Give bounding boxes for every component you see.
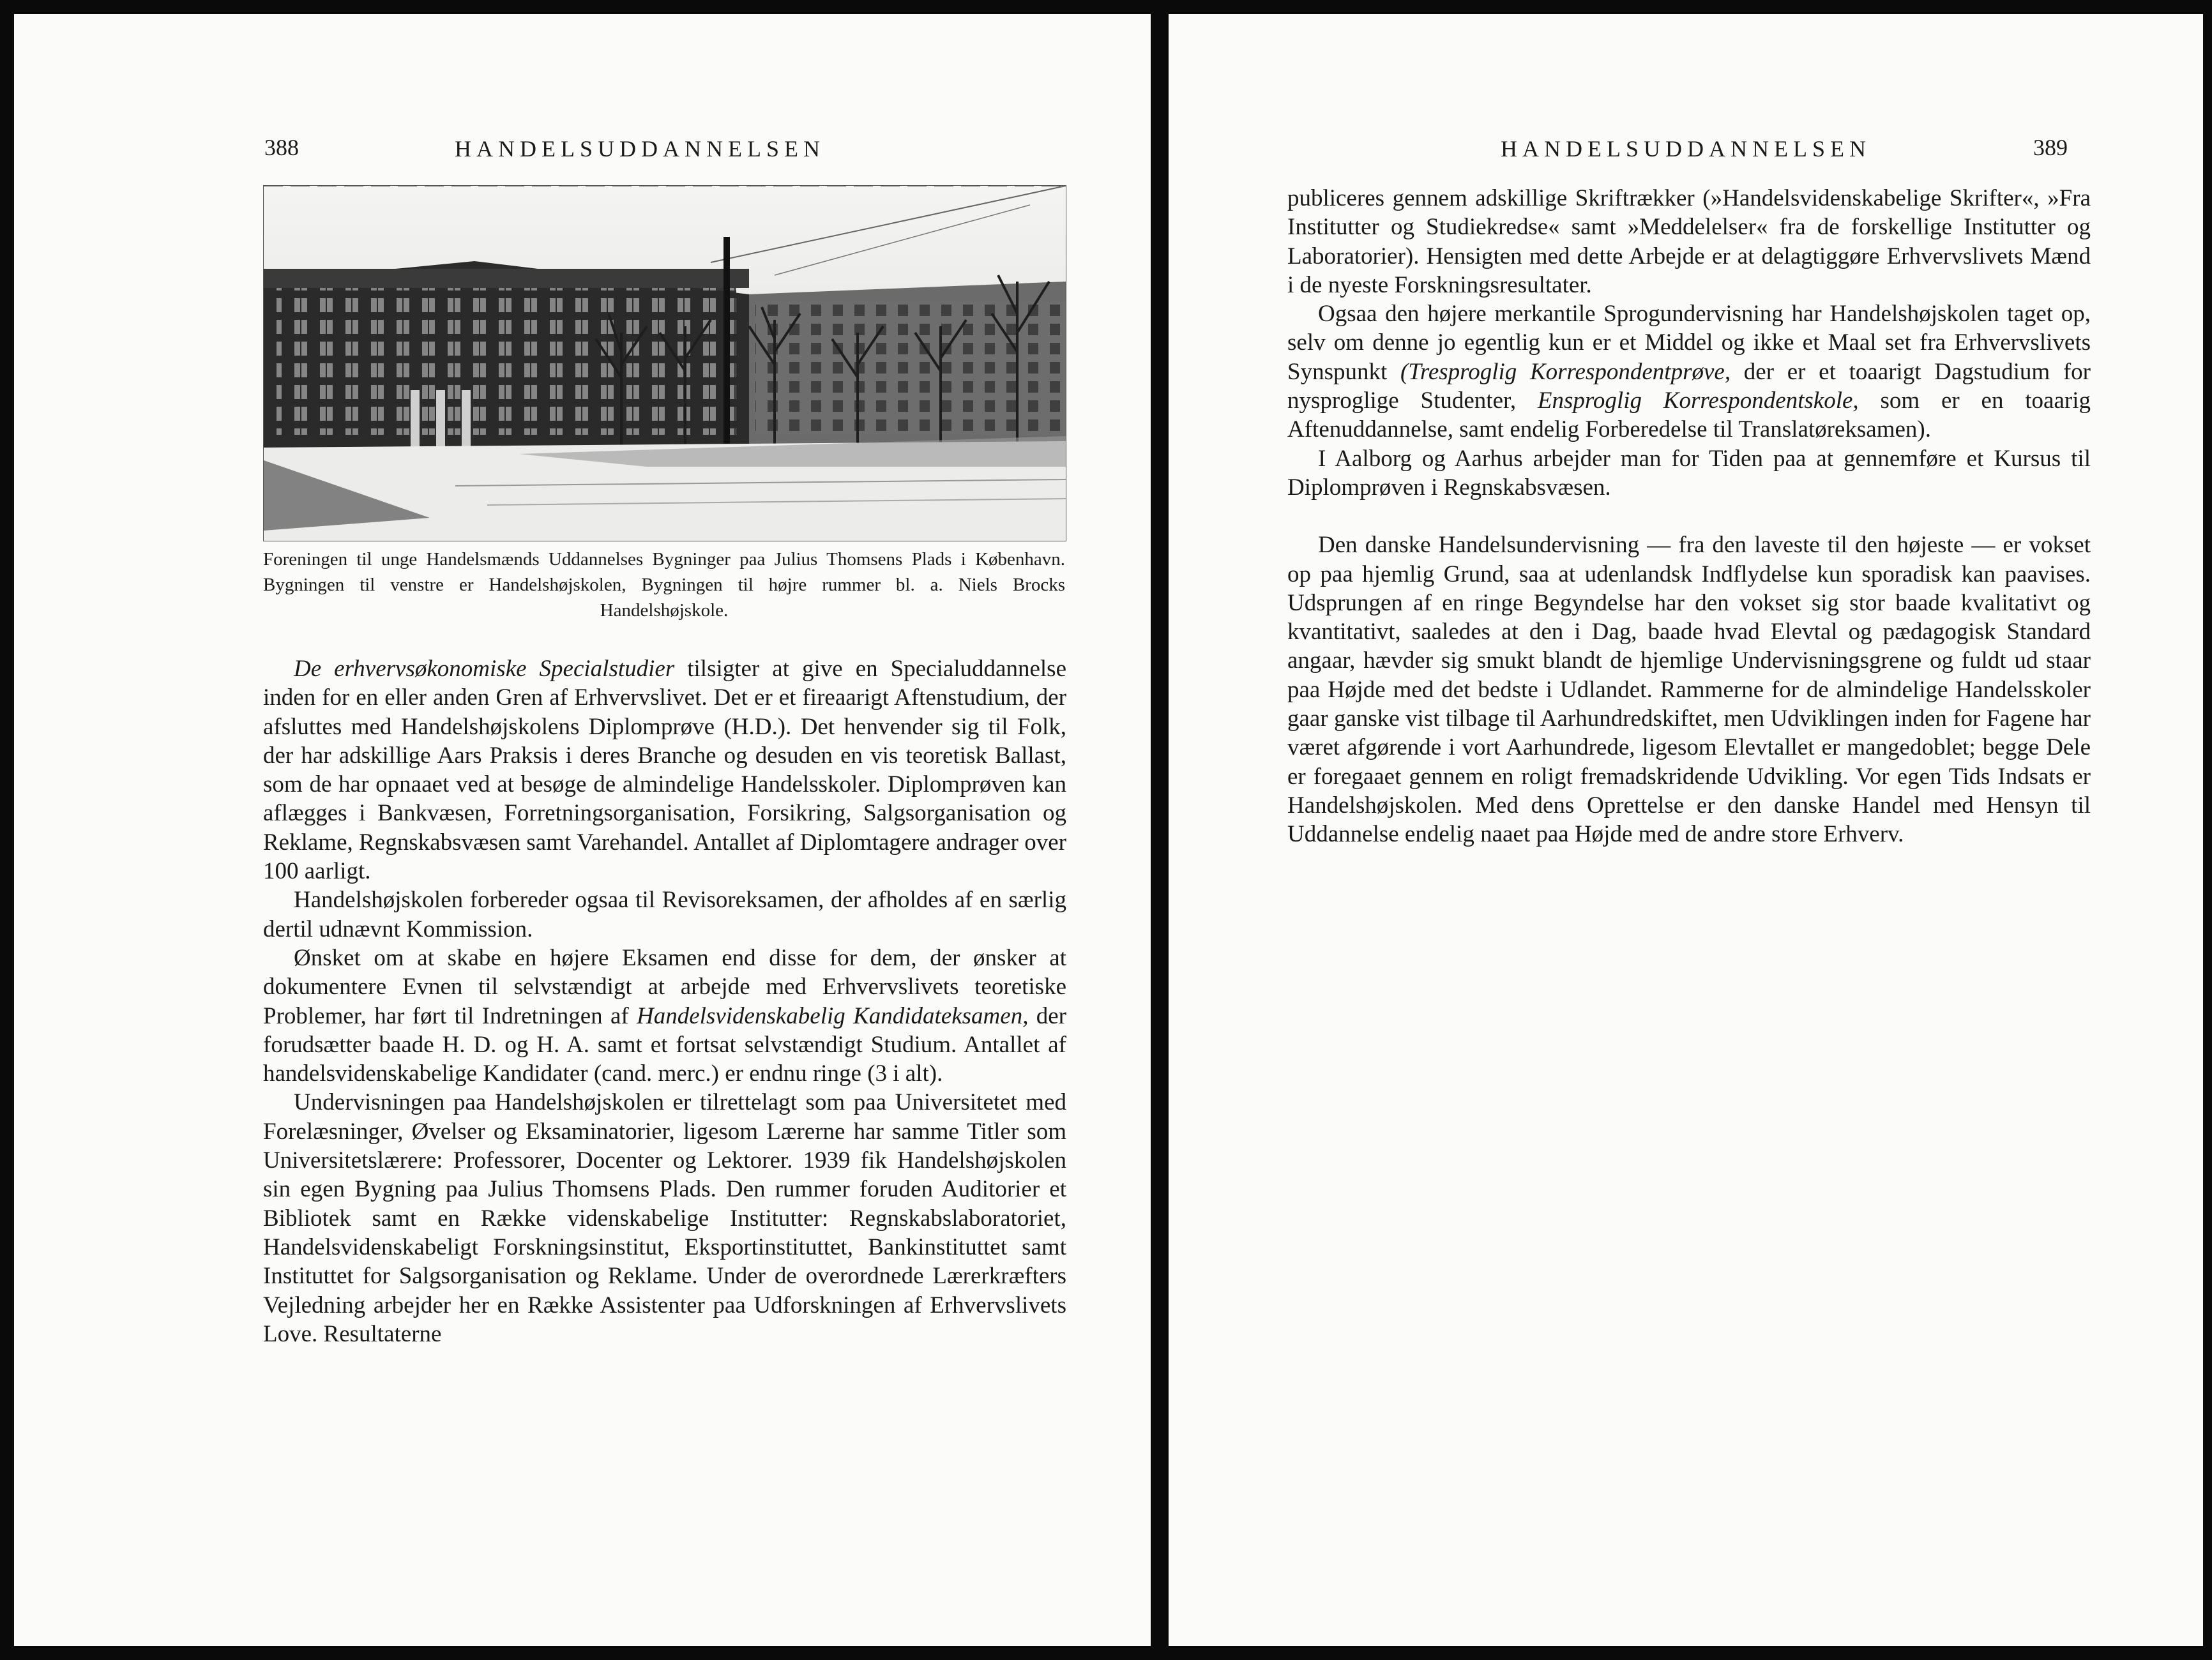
figure-caption: Foreningen til unge Handelsmænds Uddannelses Bygninger paa Julius Thomsens Plads i København. Bygningen til venstre er Handelshøjskolen, Bygningen til højre rummer bl. a. Niels Brocks Handelshøjskole. [263,549,1065,621]
paragraph-text: Ønsket om at skabe en højere Eksamen end disse for dem, der ønsker at dokumentere Evnen til selvstændigt at arbejde med Erhvervslivets teoretiske Problemer, har ført til Indretningen af [263,944,1066,1029]
paragraph: I Aalborg og Aarhus arbejder man for Tiden paa at gennemføre et Kursus til Diplomprøven i Regnskabsvæsen. [1287,445,2091,501]
page-number: 388 [264,135,299,160]
right-page [1169,14,2203,1646]
paragraph-text: der er et toaarigt Dagstudium for nysproglige Studenter, [1287,358,2091,414]
paragraph [263,944,1066,1088]
italic-term: Handelsvidenskabelig Kandidateksamen, [637,1002,1029,1029]
paragraph: publiceres gennem adskillige Skriftrækker (»Handelsvidenskabelige Skrifter«, »Fra Institutter og Studiekredse« samt »Meddelelser« fra de forskellige Institutter og Laboratorier). Hensigten med dette Arbejde er at delagtiggøre Erhvervslivets Mænd i de nyeste Forskningsresultater. [1287,185,2091,298]
paragraph: Den danske Handelsundervisning — fra den laveste til den højeste — er vokset op paa hjemlig Grund, saa at udenlandsk Indflydelse kun sporadisk kan paavises. Udsprungen af en ringe Begyndelse har den vokset sig stor baade kvalitativt og kvantitativt, saaledes at den i Dag, baade hvad Elevtal og pædagogisk Standard angaar, hævder sig smukt blandt de hjemlige Undervisningsgrene og fuldt ud staar paa Højde med det bedste i Udlandet. Rammerne for de almindelige Handelsskoler gaar ganske vist tilbage til Aarhundredskiftet, men Udviklingen inden for Fagene har været afgørende i vort Aarhundrede, ligesom Elevtallet er mangedoblet; begge Dele er foregaaet gennem en roligt fremadskridende Udvikling. Vor egen Tids Indsats er Handelshøjskolen. Med dens Oprettelse er den danske Handel med Hensyn til Uddannelse endelig naaet paa Højde med de andre store Erhverv. [1287,532,2091,848]
paragraph: Undervisningen paa Handelshøjskolen er tilrettelagt som paa Universitetet med Forelæsninger, Øvelser og Eksaminatorier, ligesom Lærerne har samme Titler som Universitetslærere: Professorer, Docenter og Lektorer. 1939 fik Handelshøjskolen sin egen Bygning paa Julius Thomsens Plads. Den rummer foruden Auditorier et Bibliotek samt en Række videnskabelige Institutter: Regnskabslaboratoriet, Handelsvidenskabeligt Forskningsinstitut, Eksportinstituttet, Bankinstituttet samt Instituttet for Salgsorganisation og Reklame. Under de overordnede Lærerkræfters Vejledning arbejder her en Række Assistenter paa Udforskningen af Erhvervslivets Love. Resultaterne [263,1089,1066,1347]
paragraph [263,654,1066,886]
running-head: HANDELSUDDANNELSEN [455,136,825,162]
left-body-text [263,654,1066,1348]
paragraph [1287,299,2091,444]
italic-term: De erhvervsøkonomiske Specialstudier [294,656,675,682]
right-body-text [1287,184,2091,849]
page-number: 389 [2033,135,2068,160]
paragraph-text: som er en toaarig Aftenuddannelse, samt endelig Forberedelse til Translatøreksamen). [1287,388,2091,443]
italic-term: Ensproglig Korrespondentskole, [1537,388,1859,414]
running-head: HANDELSUDDANNELSEN [1501,136,1871,162]
paragraph-text: tilsigter at give en Specialuddannelse inden for en eller anden Gren af Erhvervslivet. Det er et fireaarigt Aftenstudium, der afsluttes med Handelshøjskolens Diplomprøve (H.D.). Det henvender sig til Folk, der har adskillige Aars Praksis i deres Branche og desuden en vis teoretisk Ballast, som de har opnaaet ved at besøge de almindelige Handelsskoler. Diplomprøven kan aflægges i Bankvæsen, Forretningsorganisation, Forsikring, Salgsorganisation og Reklame, Regnskabsvæsen samt Varehandel. Antallet af Diplomtagere andrager over 100 aarligt. [263,656,1066,885]
italic-term: (Tresproglig Korrespondentprøve, [1400,358,1731,385]
building-photo [263,185,1066,541]
paragraph-text: Ogsaa den højere merkantile Sprogundervisning har Handelshøjskolen taget op, selv om denne jo egentlig kun er et Middel og ikke et Maal set fra Erhvervslivets Synspunkt [1287,301,2091,385]
left-page [14,14,1151,1646]
paragraph-text: der forudsætter baade H. D. og H. A. samt et fortsat selvstændigt Studium. Antallet af handelsvidenskabelige Kandidater (cand. merc.) er endnu ringe (3 i alt). [263,1002,1066,1087]
paragraph: Handelshøjskolen forbereder ogsaa til Revisoreksamen, der afholdes af en særlig dertil udnævnt Kommission. [263,887,1066,942]
